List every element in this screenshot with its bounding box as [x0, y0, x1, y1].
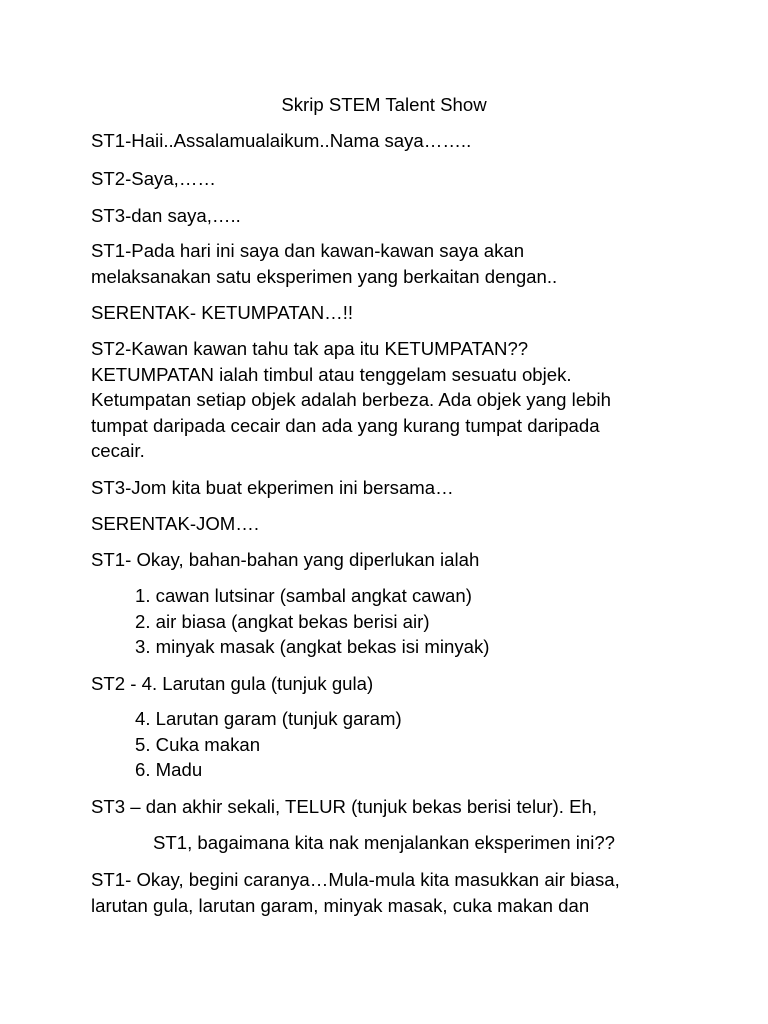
- document-title: Skrip STEM Talent Show: [281, 94, 487, 115]
- paragraph-serentak-ketumpatan: SERENTAK- KETUMPATAN…!!: [91, 302, 354, 323]
- paragraph-st3-jom: ST3-Jom kita buat ekperimen ini bersama…: [91, 477, 454, 498]
- list-item: 5. Cuka makan: [135, 733, 261, 755]
- paragraph-st2-explanation: [91, 336, 691, 464]
- paragraph-serentak-jom: SERENTAK-JOM….: [91, 513, 260, 534]
- text-line: ST1- Okay, begini caranya…Mula-mula kita masukkan air biasa,: [91, 869, 620, 890]
- text-line: larutan gula, larutan garam, minyak masak, cuka makan dan: [91, 894, 590, 916]
- text-line: Ketumpatan setiap objek adalah berbeza. Ada objek yang lebih: [91, 389, 611, 410]
- paragraph-st1-question: ST1, bagaimana kita nak menjalankan eksperimen ini??: [153, 832, 616, 853]
- materials-list-1: [135, 583, 489, 660]
- list-item: 1. cawan lutsinar (sambal angkat cawan): [135, 585, 472, 606]
- text-line: KETUMPATAN ialah timbul atau tenggelam sesuatu objek.: [91, 363, 572, 385]
- list-item: 2. air biasa (angkat bekas berisi air): [135, 610, 430, 632]
- text-line: melaksanakan satu eksperimen yang berkaitan dengan..: [91, 265, 558, 287]
- text-line: ST2-Kawan kawan tahu tak apa itu KETUMPATAN??: [91, 338, 529, 359]
- paragraph-st3-intro: ST3-dan saya,…..: [91, 205, 241, 226]
- text-line: ST1-Pada hari ini saya dan kawan-kawan saya akan: [91, 240, 525, 261]
- paragraph-st1-materials: ST1- Okay, bahan-bahan yang diperlukan ialah: [91, 549, 480, 570]
- paragraph-st1-greeting: ST1-Haii..Assalamualaikum..Nama saya……..: [91, 130, 472, 151]
- list-item: 4. Larutan garam (tunjuk garam): [135, 708, 402, 729]
- materials-list-2: [135, 706, 402, 783]
- list-item: 6. Madu: [135, 759, 203, 780]
- paragraph-st2-intro: ST2-Saya,……: [91, 168, 217, 189]
- paragraph-st1-method: [91, 867, 691, 918]
- list-item: 3. minyak masak (angkat bekas isi minyak): [135, 636, 490, 657]
- paragraph-st3-telur: ST3 – dan akhir sekali, TELUR (tunjuk bekas berisi telur). Eh,: [91, 796, 598, 817]
- text-line: cecair.: [91, 440, 145, 461]
- paragraph-st1-purpose: [91, 238, 691, 289]
- text-line: tumpat daripada cecair dan ada yang kurang tumpat daripada: [91, 414, 600, 436]
- paragraph-st2-gula: ST2 - 4. Larutan gula (tunjuk gula): [91, 673, 374, 694]
